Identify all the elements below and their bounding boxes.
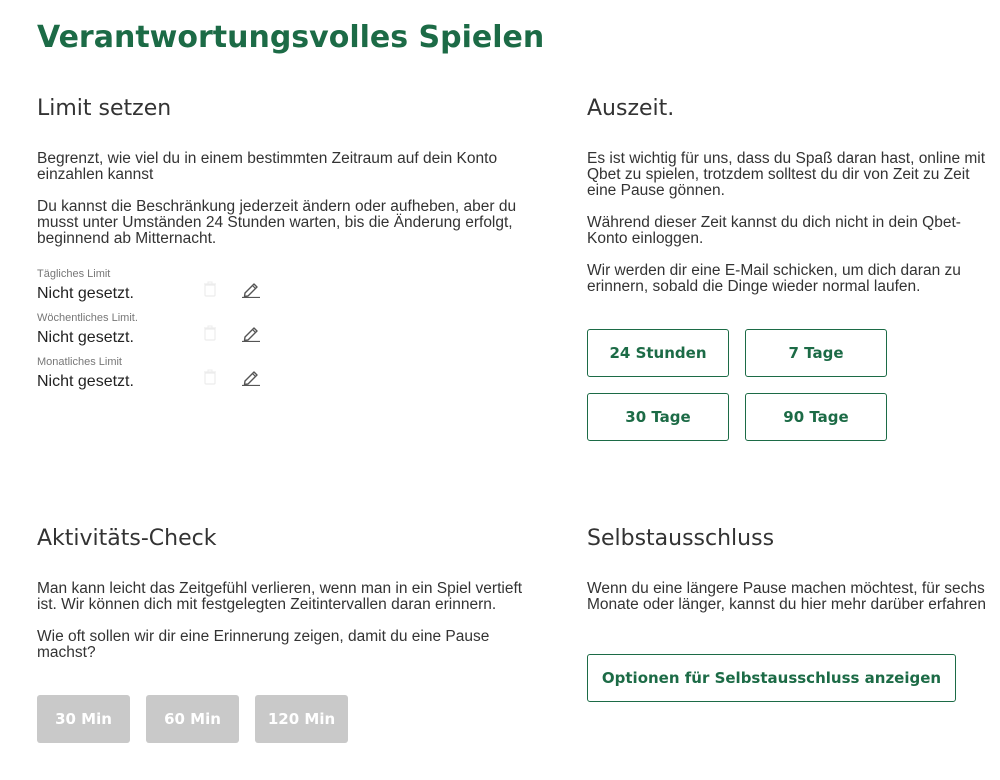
interval-60-button[interactable]: 60 Min: [146, 695, 239, 743]
limit-row-monthly: [37, 355, 527, 399]
pencil-icon[interactable]: [241, 324, 261, 342]
limit-row-weekly: [37, 311, 527, 355]
self-exclusion-section: [587, 524, 987, 702]
limit-label: Monatliches Limit: [37, 356, 122, 368]
activity-check-section: [37, 524, 527, 743]
limit-section: [37, 94, 527, 399]
pencil-icon[interactable]: [241, 280, 261, 298]
pause-30d-button[interactable]: 30 Tage: [587, 393, 729, 441]
interval-options: [37, 695, 527, 743]
trash-icon: [203, 369, 217, 385]
page-title: Verantwortungsvolles Spielen: [37, 20, 545, 55]
interval-120-button[interactable]: 120 Min: [255, 695, 348, 743]
auszeit-email-note: Wir werden dir eine E-Mail schicken, um dich daran zu erinnern, sobald die Dinge wieder normal laufen.: [587, 262, 961, 295]
auszeit-section: [587, 94, 987, 441]
auszeit-description: Es ist wichtig für uns, dass du Spaß daran hast, online mit Qbet zu spielen, trotzdem solltest du dir von Zeit zu Zeit eine Pause gönnen.: [587, 150, 986, 199]
pause-90d-button[interactable]: 90 Tage: [745, 393, 887, 441]
limit-list: [37, 267, 527, 399]
limit-value: Nicht gesetzt.: [37, 373, 134, 390]
limit-value: Nicht gesetzt.: [37, 329, 134, 346]
limit-label: Wöchentliches Limit.: [37, 312, 138, 324]
limit-note: Du kannst die Beschränkung jederzeit ändern oder aufheben, aber du musst unter Umständen 24 Stunden warten, bis die Änderung erfolgt, beginnend ab Mitternacht.: [37, 198, 517, 247]
limit-label: Tägliches Limit: [37, 268, 111, 280]
auszeit-heading: Auszeit.: [587, 96, 675, 121]
interval-30-button[interactable]: 30 Min: [37, 695, 130, 743]
limit-value: Nicht gesetzt.: [37, 285, 134, 302]
trash-icon: [203, 325, 217, 341]
pause-7d-button[interactable]: 7 Tage: [745, 329, 887, 377]
self-exclusion-heading: Selbstausschluss: [587, 526, 775, 551]
limit-heading: Limit setzen: [37, 96, 172, 121]
pencil-icon[interactable]: [241, 368, 261, 386]
pause-options: [587, 329, 987, 441]
limit-row-daily: [37, 267, 527, 311]
limit-description: Begrenzt, wie viel du in einem bestimmten Zeitraum auf dein Konto einzahlen kannst: [37, 150, 498, 183]
self-exclusion-options-button[interactable]: Optionen für Selbstausschluss anzeigen: [587, 654, 956, 702]
activity-check-heading: Aktivitäts-Check: [37, 526, 217, 551]
activity-check-question: Wie oft sollen wir dir eine Erinnerung zeigen, damit du eine Pause machst?: [37, 628, 490, 661]
auszeit-login-note: Während dieser Zeit kannst du dich nicht in dein Qbet-Konto einloggen.: [587, 214, 961, 247]
trash-icon: [203, 281, 217, 297]
activity-check-description: Man kann leicht das Zeitgefühl verlieren, wenn man in ein Spiel vertieft ist. Wir können dich mit festgelegten Zeitintervallen daran erinnern.: [37, 580, 523, 613]
self-exclusion-description: Wenn du eine längere Pause machen möchtest, für sechs Monate oder länger, kannst du hier mehr darüber erfahren: [587, 580, 986, 613]
pause-24h-button[interactable]: 24 Stunden: [587, 329, 729, 377]
